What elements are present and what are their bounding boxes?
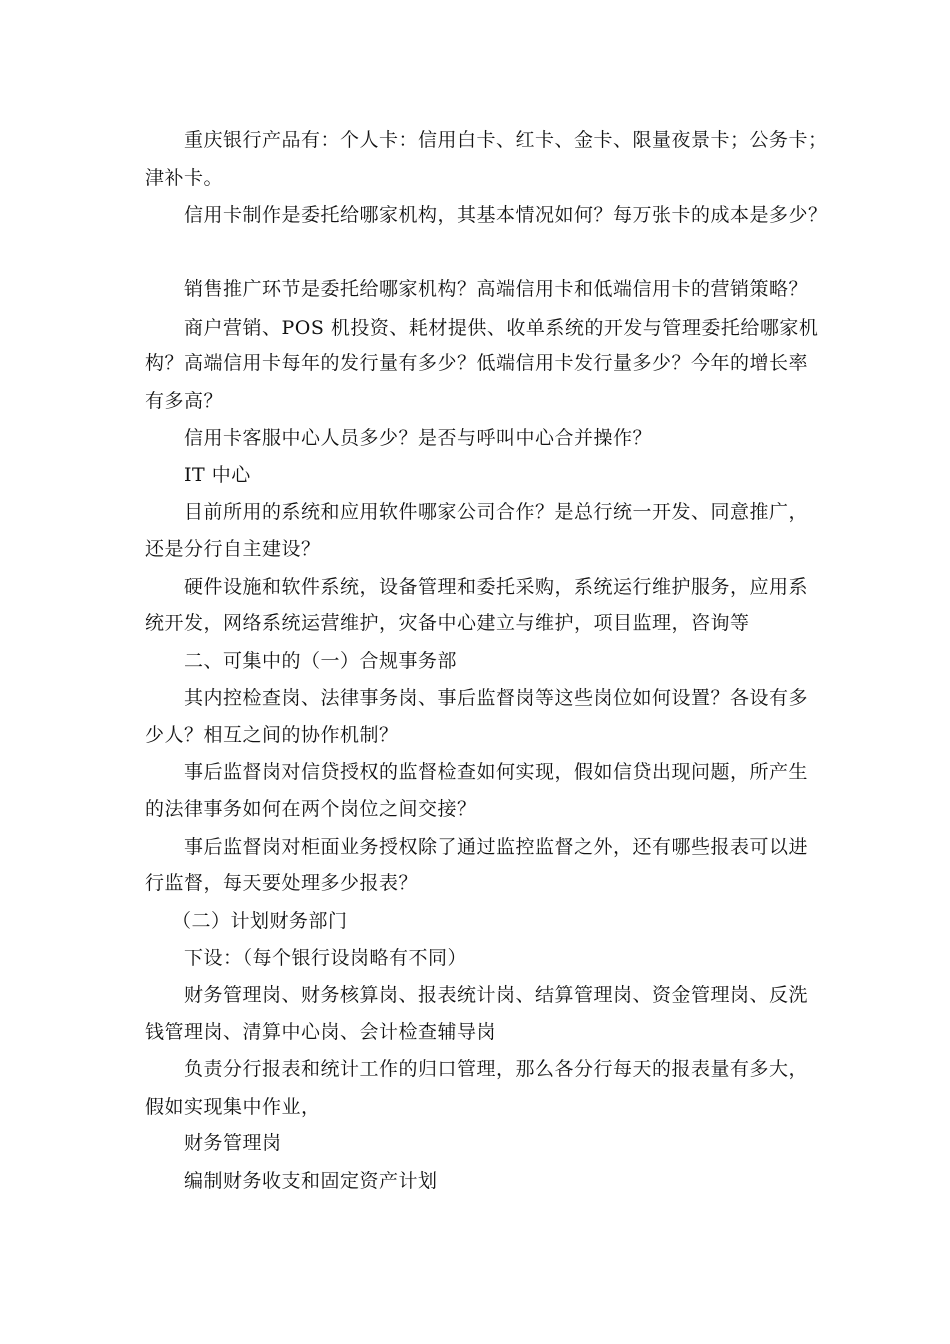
paragraph-line: 负责分行报表和统计工作的归口管理，那么各分行每天的报表量有多大， [184,1058,809,1080]
paragraph-line: 财务管理岗 [184,1132,282,1154]
paragraph-line: 财务管理岗、财务核算岗、报表统计岗、结算管理岗、资金管理岗、反洗 [184,984,809,1006]
paragraph-line: 假如实现集中作业， [145,1096,321,1118]
paragraph-line: 事后监督岗对信贷授权的监督检查如何实现，假如信贷出现问题，所产生 [184,761,809,783]
section-heading: IT 中心 [184,464,251,486]
section-heading: （二）计划财务部门 [172,910,348,932]
paragraph-line: 信用卡制作是委托给哪家机构，其基本情况如何？每万张卡的成本是多少？ [184,204,828,226]
paragraph-line: 的法律事务如何在两个岗位之间交接？ [145,798,477,820]
paragraph-line: 构？高端信用卡每年的发行量有多少？低端信用卡发行量多少？今年的增长率 [145,352,809,374]
paragraph-line: 目前所用的系统和应用软件哪家公司合作？是总行统一开发、同意推广， [184,501,809,523]
paragraph-line: 其内控检查岗、法律事务岗、事后监督岗等这些岗位如何设置？各设有多 [184,687,809,709]
paragraph-line: 硬件设施和软件系统，设备管理和委托采购，系统运行维护服务，应用系 [184,576,809,598]
paragraph-line: 信用卡客服中心人员多少？是否与呼叫中心合并操作？ [184,427,653,449]
paragraph-line: 钱管理岗、清算中心岗、会计检查辅导岗 [145,1021,497,1043]
paragraph-line: 销售推广环节是委托给哪家机构？高端信用卡和低端信用卡的营销策略？ [184,278,809,300]
paragraph-line: 商户营销、POS 机投资、耗材提供、收单系统的开发与管理委托给哪家机 [184,317,819,339]
paragraph-line: 行监督，每天要处理多少报表？ [145,872,419,894]
paragraph-line: 有多高？ [145,390,224,412]
section-heading: 二、可集中的（一）合规事务部 [184,650,458,672]
paragraph-line: 编制财务收支和固定资产计划 [184,1170,438,1192]
paragraph-line: 还是分行自主建设？ [145,538,321,560]
paragraph-line: 事后监督岗对柜面业务授权除了通过监控监督之外，还有哪些报表可以进 [184,836,809,858]
paragraph-line: 少人？相互之间的协作机制？ [145,724,399,746]
paragraph-line: 下设：（每个银行设岗略有不同） [184,947,468,969]
paragraph-line: 重庆银行产品有：个人卡：信用白卡、红卡、金卡、限量夜景卡；公务卡； [184,129,828,151]
paragraph-line: 统开发，网络系统运营维护，灾备中心建立与维护，项目监理，咨询等 [145,612,750,634]
paragraph-line: 津补卡。 [145,167,224,189]
